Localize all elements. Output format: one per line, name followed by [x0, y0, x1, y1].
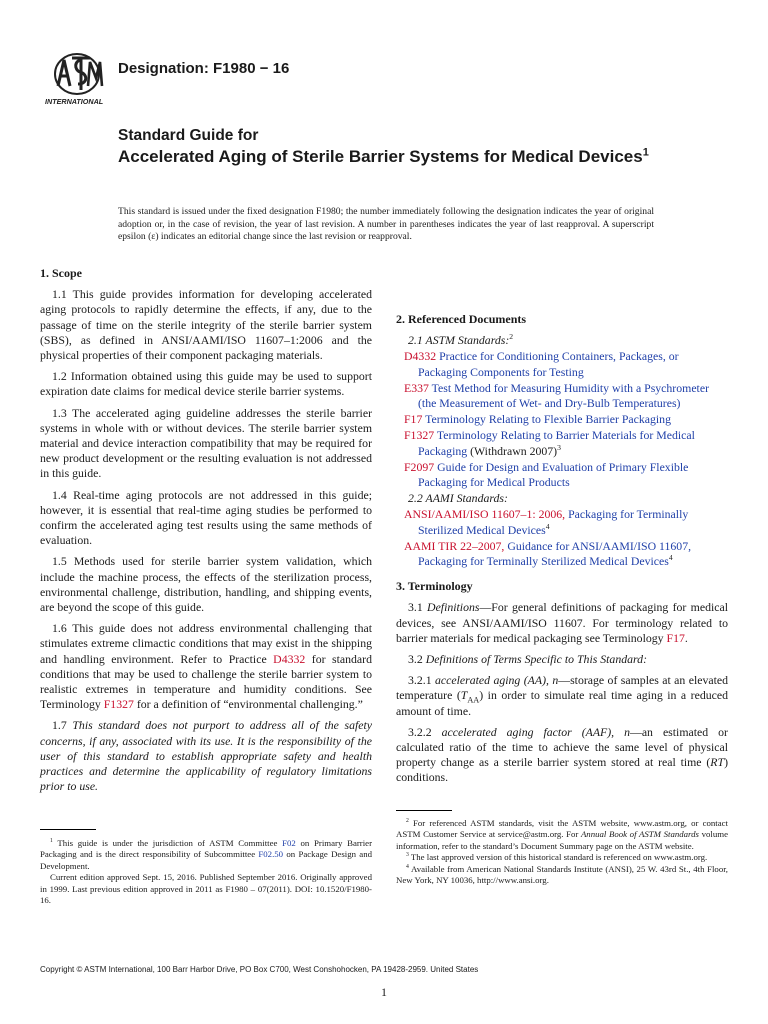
footnote-1-mark: 1 [50, 838, 53, 845]
symbol-t: T [460, 688, 468, 703]
link-f1327[interactable]: F1327 [103, 697, 134, 712]
astm-logo [44, 52, 110, 108]
ref-item-iso-11607 [396, 507, 728, 537]
symbol-rt: RT [710, 755, 725, 770]
symbol-t-subscript: AA [467, 695, 480, 705]
scope-1-6-text-b: for standard conditions that may be used to challenge the sterile barrier system to realistic extremes in temperature and humidity conditions. See Terminology [40, 651, 372, 712]
footnote-4-mark: 4 [406, 863, 409, 870]
astm-footnote-mark: 2 [509, 332, 514, 342]
ref-code-tir-22[interactable]: AAMI TIR 22–2007, [404, 538, 505, 553]
footnote-3-text: The last approved version of this historical standard is referenced on www.astm.org. [410, 852, 708, 863]
ref-item-e337 [396, 381, 728, 411]
astm-logo-mark [44, 52, 110, 108]
footnotes-left [40, 838, 372, 906]
ref-item-f1327 [396, 428, 728, 458]
ref-code-e337[interactable]: E337 [404, 380, 429, 395]
page-number: 1 [381, 985, 387, 999]
footnote-rule-left [40, 829, 96, 830]
scope-1-2: 1.2 Information obtained using this guide may be used to support expiration date claims for medical device sterile barrier systems. [40, 369, 372, 399]
ref-item-tir-22 [396, 539, 728, 569]
ref-code-d4332[interactable]: D4332 [404, 349, 437, 364]
scope-1-7-number: 1.7 [52, 718, 73, 733]
scope-1-5: 1.5 Methods used for sterile barrier system validation, which include the machine process, the effects of the sterilization process, environmental challenge, distribution, handling, and shipping events, are beyond the scope of this guide. [40, 554, 372, 615]
scope-1-6 [40, 621, 372, 712]
referenced-heading: 2. Referenced Documents [396, 312, 527, 326]
scope-1-6-text-c: for a definition of “environmental challenging.” [133, 697, 363, 712]
ref-item-f2097 [396, 460, 728, 490]
link-d4332[interactable]: D4332 [273, 651, 306, 666]
ref-item-f17 [396, 412, 728, 427]
terminology-3-2-2-text-b: ) conditions. [396, 755, 728, 785]
footnote-1 [40, 838, 372, 872]
terminology-3-2-1-number: 3.2.1 [408, 673, 436, 688]
footnote-2 [396, 818, 728, 852]
terminology-3-2-1-text-a: —storage of samples at an elevated temperature ( [396, 673, 729, 703]
ref-code-f2097[interactable]: F2097 [404, 459, 435, 474]
footnote-2-text-a: For referenced ASTM standards, visit the ASTM website, www.astm.org, or contact ASTM Customer Service at service@astm.org. For [396, 818, 728, 840]
f1327-footnote-mark: 3 [557, 442, 561, 452]
logo-wordmark: INTERNATIONAL [45, 97, 104, 106]
document-title [118, 146, 678, 167]
link-f17[interactable]: F17 [666, 630, 685, 645]
scope-1-6-text-a: 1.6 This guide does not address environmental challenging that stimulates extreme climactic conditions that may exist in the shipping and handling environment. Refer to Practice [40, 621, 372, 666]
copyright: Copyright © ASTM International, 100 Barr Harbor Drive, PO Box C700, West Conshohocken, PA 19428-2959. United States [40, 965, 479, 974]
terminology-3-2-2 [396, 725, 728, 786]
aami-footnote-mark-1: 4 [545, 521, 550, 531]
scope-1-7-text: This standard does not purport to address all of the safety concerns, if any, associated with its use. It is the responsibility of the user of this standard to establish appropriate safety and health practices and determine the applicability of regulatory limitations prior to use. [40, 718, 372, 794]
terminology-3-2 [396, 652, 728, 667]
terminology-3-1 [396, 600, 728, 646]
footnote-1-text-a: This guide is under the jurisdiction of ASTM Committee [57, 838, 283, 848]
column-continuation-spacer [396, 266, 728, 312]
footnote-1-text-c: on Package Design and Development. [40, 849, 372, 871]
term-accelerated-aging: accelerated aging (AA), n [435, 673, 559, 688]
ref-title-f17[interactable]: Terminology Relating to Flexible Barrier Packaging [425, 412, 671, 427]
footnote-3-mark: 3 [406, 852, 409, 859]
footnote-1-edition: Current edition approved Sept. 15, 2016. Published September 2016. Originally approved in 1999. Last previous edition approved in 2011 as F1980 – 07(2011). DOI: 10.1520/F1980-16. [40, 872, 372, 906]
ref-code-iso-11607[interactable]: ANSI/AAMI/ISO 11607–1: 2006, [404, 507, 566, 522]
scope-1-4: 1.4 Real-time aging protocols are not addressed in this guide; however, it is essential that real-time aging studies be performed to confirm the accelerated aging test results using the same methods of evaluation. [40, 487, 372, 548]
footnotes-right [396, 818, 728, 886]
terminology-3-2-number: 3.2 [408, 652, 426, 667]
footnote-4 [396, 864, 728, 887]
terminology-3-2-1-text-b: ) in order to simulate real time aging in a reduced amount of time. [396, 688, 728, 718]
ref-title-f2097[interactable]: Guide for Design and Evaluation of Primary Flexible Packaging for Medical Products [418, 459, 689, 490]
terminology-3-1-text: —For general definitions of packaging for medical devices, see ANSI/AAMI/ISO 11607. For terminology related to barrier materials for medical packaging see Terminology [396, 600, 728, 645]
ref-title-e337[interactable]: Test Method for Measuring Humidity with a Psychrometer (the Measurement of Wet- and Dry-Bulb Temperatures) [418, 380, 709, 411]
title-block [118, 126, 678, 167]
scope-heading: 1. Scope [40, 266, 82, 280]
document-title-text: Accelerated Aging of Sterile Barrier Systems for Medical Devices [118, 147, 643, 166]
footnote-4-text: Available from American National Standards Institute (ANSI), 25 W. 43rd St., 4th Floor, New York, NY 10036, http://www.ansi.org. [396, 863, 728, 886]
scope-1-7 [40, 718, 372, 794]
issue-note: This standard is issued under the fixed designation F1980; the number immediately following the designation indicates the year of original adoption or, in the case of revision, the year of last revision. A number in parentheses indicates the year of last reapproval. A superscript epsilon (ε) indicates an editorial change since the last revision or reapproval. [118, 206, 654, 243]
right-column [396, 266, 728, 792]
terminology-heading: 3. Terminology [396, 579, 473, 594]
ref-item-d4332 [396, 349, 728, 379]
ref-title-iso-11607[interactable]: Packaging for Terminally Sterilized Medical Devices [418, 507, 689, 537]
terminology-3-2-text: Definitions of Terms Specific to This Standard: [425, 652, 648, 667]
footnote-2-italic: Annual Book of ASTM Standards [580, 829, 699, 840]
ref-code-f1327[interactable]: F1327 [404, 428, 435, 443]
aami-standards-label [396, 491, 728, 506]
footnote-rule-right [396, 810, 452, 811]
terminology-3-1-end: . [684, 630, 688, 645]
term-accelerated-aging-factor: accelerated aging factor (AAF), n [441, 724, 631, 739]
aami-standards-label-text: 2.2 AAMI Standards: [408, 491, 508, 506]
aami-footnote-mark-2: 4 [668, 553, 673, 563]
terminology-3-2-1 [396, 673, 728, 719]
title-footnote-mark: 1 [642, 146, 649, 159]
definitions-label: Definitions [427, 600, 480, 615]
scope-1-3: 1.3 The accelerated aging guideline addresses the sterile barrier systems in whole with or without devices. The sterile barrier system material and device interaction compatibility that may be required for new product development or the resulting evaluation is not addressed in this guide. [40, 405, 372, 481]
link-f02[interactable]: F02 [282, 838, 296, 848]
guide-label: Standard Guide for [118, 127, 259, 144]
link-f02-50[interactable]: F02.50 [258, 849, 284, 860]
ref-title-f1327[interactable]: Terminology Relating to Barrier Materials for Medical Packaging [418, 428, 695, 458]
footnote-2-mark: 2 [406, 818, 409, 825]
scope-1-1: 1.1 This guide provides information for developing accelerated aging protocols to rapidly determine the effects, if any, due to the passage of time on the sterile integrity of the sterile barrier system (SBS), as defined in ANSI/AAMI/ISO 11607–1:2006 and the physical properties of their component packaging materials. [40, 287, 372, 363]
ref-title-tir-22[interactable]: Guidance for ANSI/AAMI/ISO 11607, Packaging for Terminally Sterilized Medical Devices [418, 538, 692, 569]
astm-standards-label [396, 333, 728, 348]
ref-withdrawn-note: (Withdrawn 2007) [467, 443, 558, 458]
ref-code-f17[interactable]: F17 [404, 412, 423, 427]
footnote-1-text-b: on Primary Barrier Packaging and is the direct responsibility of Subcommittee [40, 838, 372, 860]
terminology-3-1-number: 3.1 [408, 600, 428, 615]
designation: Designation: F1980 − 16 [118, 60, 290, 77]
ref-title-d4332[interactable]: Practice for Conditioning Containers, Packages, or Packaging Components for Testing [418, 349, 679, 379]
terminology-3-2-2-number: 3.2.2 [408, 724, 442, 739]
left-column [40, 266, 372, 801]
footnote-2-text-b: volume information, refer to the standard’s Document Summary page on the ASTM website. [396, 829, 728, 851]
footnote-3 [396, 852, 728, 863]
astm-standards-label-text: 2.1 ASTM Standards: [408, 333, 510, 348]
terminology-3-2-2-text-a: —an estimated or calculated ratio of the time to achieve the same level of physical property change as a sterile barrier system stored at real time ( [396, 724, 728, 770]
